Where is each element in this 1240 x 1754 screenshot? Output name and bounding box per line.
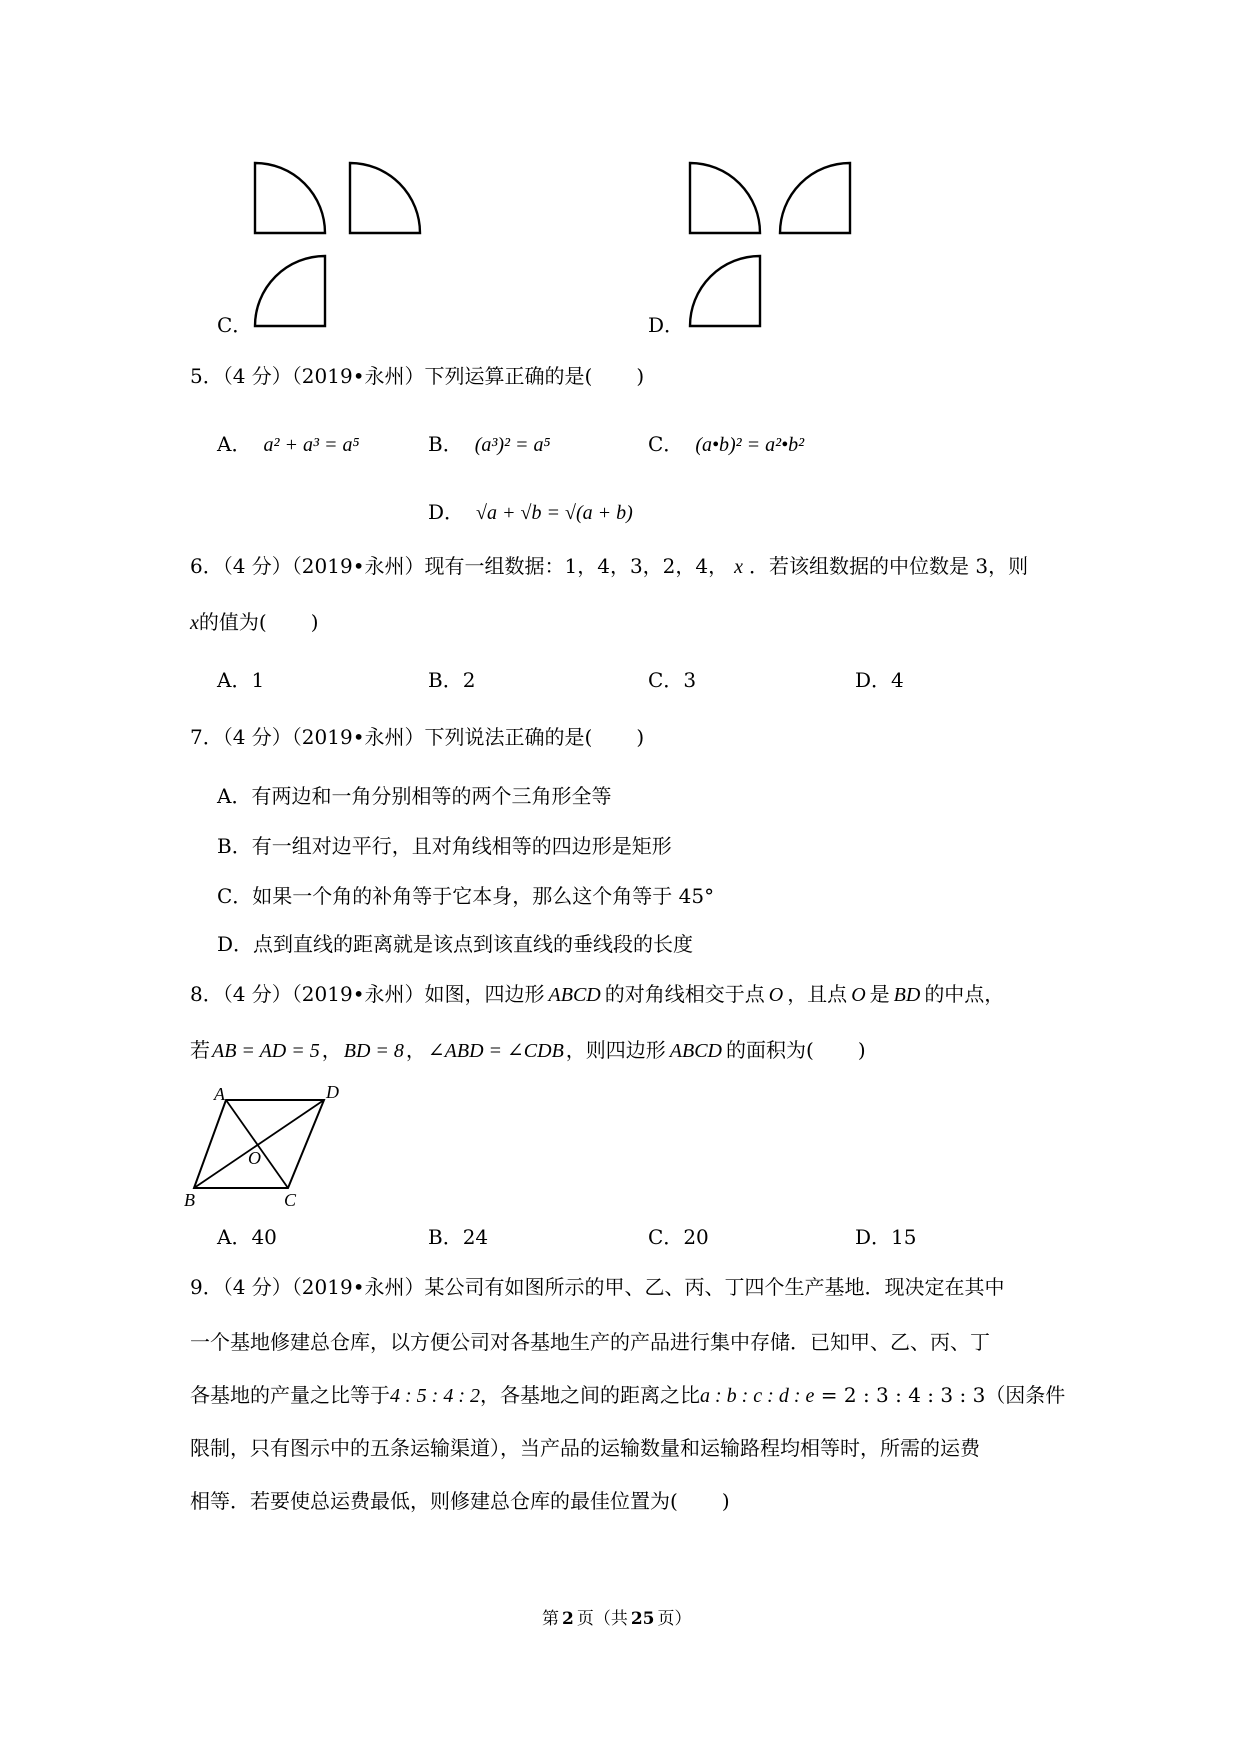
footer-suffix: 页）: [657, 1609, 692, 1629]
q7-paren-close: ): [636, 725, 645, 749]
q5-option-a-formula: a² + a³ = a⁵: [263, 434, 360, 456]
quarter-circle-shape: [780, 163, 850, 233]
q6-line1-end: ．若该组数据的中位数是 3，则: [749, 554, 1029, 578]
diagonal-bd: [194, 1100, 324, 1188]
q6-paren-close: ): [310, 610, 319, 634]
footer-middle: 页（共: [576, 1609, 628, 1629]
q8-l1-d: 是: [869, 982, 890, 1006]
diagonal-ac: [226, 1100, 288, 1188]
q5-option-d-label: D．: [428, 500, 465, 524]
q5-option-c-formula: (a•b)² = a²•b²: [695, 434, 805, 456]
q5-option-b-formula: (a³)² = a⁵: [474, 434, 551, 456]
q6-option-c[interactable]: [648, 668, 696, 692]
q8-option-a[interactable]: [217, 1225, 277, 1249]
q8-l2-e: 的面积为: [726, 1038, 806, 1062]
q8-l2-a: 若: [190, 1038, 210, 1062]
footer-total-pages: 25: [630, 1609, 655, 1629]
q6-option-a-value: 1: [251, 668, 265, 692]
q8-paren-close: ): [857, 1038, 866, 1062]
q7-option-c[interactable]: C．如果一个角的补角等于它本身，那么这个角等于 45°: [217, 884, 715, 908]
q8-option-a-value: 40: [251, 1225, 277, 1249]
q6-stem-line1: [190, 554, 1028, 579]
q6-line2-text: 的值为: [198, 610, 259, 634]
q6-option-b-label: B．: [428, 668, 463, 692]
q6-option-d[interactable]: [855, 668, 904, 692]
q6-option-c-value: 3: [683, 668, 697, 692]
footer-prefix: 第: [542, 1609, 559, 1629]
q5-option-b[interactable]: [428, 432, 550, 457]
q8-l2-m3: ∠ABD = ∠CDB: [427, 1040, 564, 1062]
q7-stem-text: 7．（4 分）（2019•永州）下列说法正确的是: [190, 725, 585, 749]
footer-page-number: 2: [562, 1609, 574, 1629]
vertex-label-a: A: [214, 1084, 225, 1104]
q6-option-d-value: 4: [891, 668, 904, 692]
q5-option-d[interactable]: [428, 500, 633, 525]
q8-l1-a: 8．（4 分）（2019•永州）如图，四边形: [190, 982, 545, 1006]
q6-line2-var: x: [190, 612, 199, 634]
q8-l1-m4: BD: [893, 984, 921, 1006]
q5-option-a-label: A．: [217, 432, 252, 456]
q9-l3-m2: a : b : c : d : e: [699, 1385, 815, 1407]
q6-stem-line2: [190, 610, 319, 635]
q6-option-b-value: 2: [462, 668, 476, 692]
q6-paren-open: (: [258, 610, 267, 634]
q8-stem-line2: [190, 1038, 866, 1063]
q9-l3-c: （因条件: [985, 1383, 1066, 1407]
q7-option-a[interactable]: A．有两边和一角分别相等的两个三角形全等: [217, 784, 612, 808]
q9-l3-a: 各基地的产量之比等于: [190, 1383, 390, 1407]
vertex-label-c: C: [284, 1190, 297, 1210]
q8-option-c-label: C．: [648, 1225, 684, 1249]
q8-l1-m2: O: [768, 984, 784, 1006]
q6-option-a[interactable]: [217, 668, 264, 692]
quarter-circle-shape: [690, 256, 760, 326]
q8-l2-m1: AB = AD = 5: [212, 1040, 320, 1062]
q8-l2-b: ，: [321, 1038, 342, 1062]
q9-line1: 9．（4 分）（2019•永州）某公司有如图所示的甲、乙、丙、丁四个生产基地．现决定在其中: [190, 1275, 1005, 1299]
q7-option-d[interactable]: D．点到直线的距离就是该点到该直线的垂线段的长度: [217, 932, 694, 956]
q9-paren-close: ): [721, 1489, 730, 1513]
q9-l3-m1: 4 : 5 : 4 : 2: [390, 1385, 480, 1407]
q8-option-d-value: 15: [891, 1225, 917, 1249]
q8-l1-m3: O: [851, 984, 866, 1006]
q5-option-d-formula: √a + √b = √(a + b): [476, 502, 633, 524]
q5-paren-close: ): [636, 364, 645, 388]
q4-option-c-label[interactable]: C．: [217, 313, 253, 337]
q8-stem-line1: [190, 982, 1004, 1007]
vertex-label-b: B: [184, 1190, 195, 1210]
q6-option-c-label: C．: [648, 668, 684, 692]
q7-stem: [190, 725, 644, 749]
q9-l5-text: 相等．若要使总运费最低，则修建总仓库的最佳位置为: [190, 1489, 670, 1513]
q8-l1-e: 的中点，: [924, 982, 1005, 1006]
q4-option-c-figure: [250, 158, 440, 338]
q8-option-b-label: B．: [428, 1225, 463, 1249]
q9-l3-b: ，各基地之间的距离之比: [479, 1383, 700, 1407]
q5-option-a[interactable]: [217, 432, 359, 457]
q7-paren-open: (: [584, 725, 593, 749]
q6-var-x: x: [734, 556, 744, 578]
quarter-circle-shape: [690, 163, 760, 233]
q8-option-b[interactable]: [428, 1225, 488, 1249]
q8-l2-m2: BD = 8: [343, 1040, 404, 1062]
q5-option-c[interactable]: [648, 432, 804, 457]
quarter-circle-shape: [255, 256, 325, 326]
q8-paren-open: (: [806, 1038, 814, 1062]
q5-option-b-label: B．: [428, 432, 463, 456]
q8-l2-c: ，: [405, 1038, 426, 1062]
q9-line3: [190, 1383, 1065, 1408]
q9-line4: 限制，只有图示中的五条运输渠道），当产品的运输数量和运输路程均相等时，所需的运费: [190, 1436, 980, 1460]
vertex-label-d: D: [326, 1082, 339, 1102]
q8-l1-m1: ABCD: [548, 984, 601, 1006]
q8-option-c[interactable]: [648, 1225, 709, 1249]
q4-option-d-figure: [685, 158, 875, 338]
q6-option-b[interactable]: [428, 668, 475, 692]
q8-l1-c: ，且点: [787, 982, 848, 1006]
q6-line1-text: 6．（4 分）（2019•永州）现有一组数据：1，4，3，2，4，: [190, 554, 729, 578]
quarter-circle-shape: [350, 163, 420, 233]
q5-paren-open: (: [584, 364, 593, 388]
q8-parallelogram-figure: [186, 1082, 366, 1212]
quarter-circle-shape: [255, 163, 325, 233]
q8-option-d-label: D．: [855, 1225, 892, 1249]
q6-option-d-label: D．: [855, 668, 892, 692]
q8-l1-b: 的对角线相交于点: [604, 982, 765, 1006]
q4-option-d-label[interactable]: D．: [648, 313, 685, 337]
q8-l2-m4: ABCD: [669, 1040, 722, 1062]
q6-option-a-label: A．: [217, 668, 252, 692]
q8-option-c-value: 20: [683, 1225, 709, 1249]
q5-option-c-label: C．: [648, 432, 684, 456]
center-label-o: O: [248, 1148, 261, 1168]
q8-l2-d: ，则四边形: [565, 1038, 666, 1062]
q8-option-d[interactable]: [855, 1225, 917, 1249]
page-footer: [542, 1604, 692, 1629]
q8-option-a-label: A．: [217, 1225, 252, 1249]
q5-stem-text: 5．（4 分）（2019•永州）下列运算正确的是: [190, 364, 585, 388]
q5-stem: [190, 364, 644, 388]
q8-option-b-value: 24: [462, 1225, 489, 1249]
q9-line2: 一个基地修建总仓库，以方便公司对各基地生产的产品进行集中存储．已知甲、乙、丙、丁: [190, 1330, 990, 1354]
q9-l3-m3: = 2 : 3 : 4 : 3 : 3: [814, 1383, 986, 1407]
q9-line5: [190, 1489, 730, 1513]
q9-paren-open: (: [670, 1489, 678, 1513]
q7-option-b[interactable]: B．有一组对边平行，且对角线相等的四边形是矩形: [217, 834, 672, 858]
